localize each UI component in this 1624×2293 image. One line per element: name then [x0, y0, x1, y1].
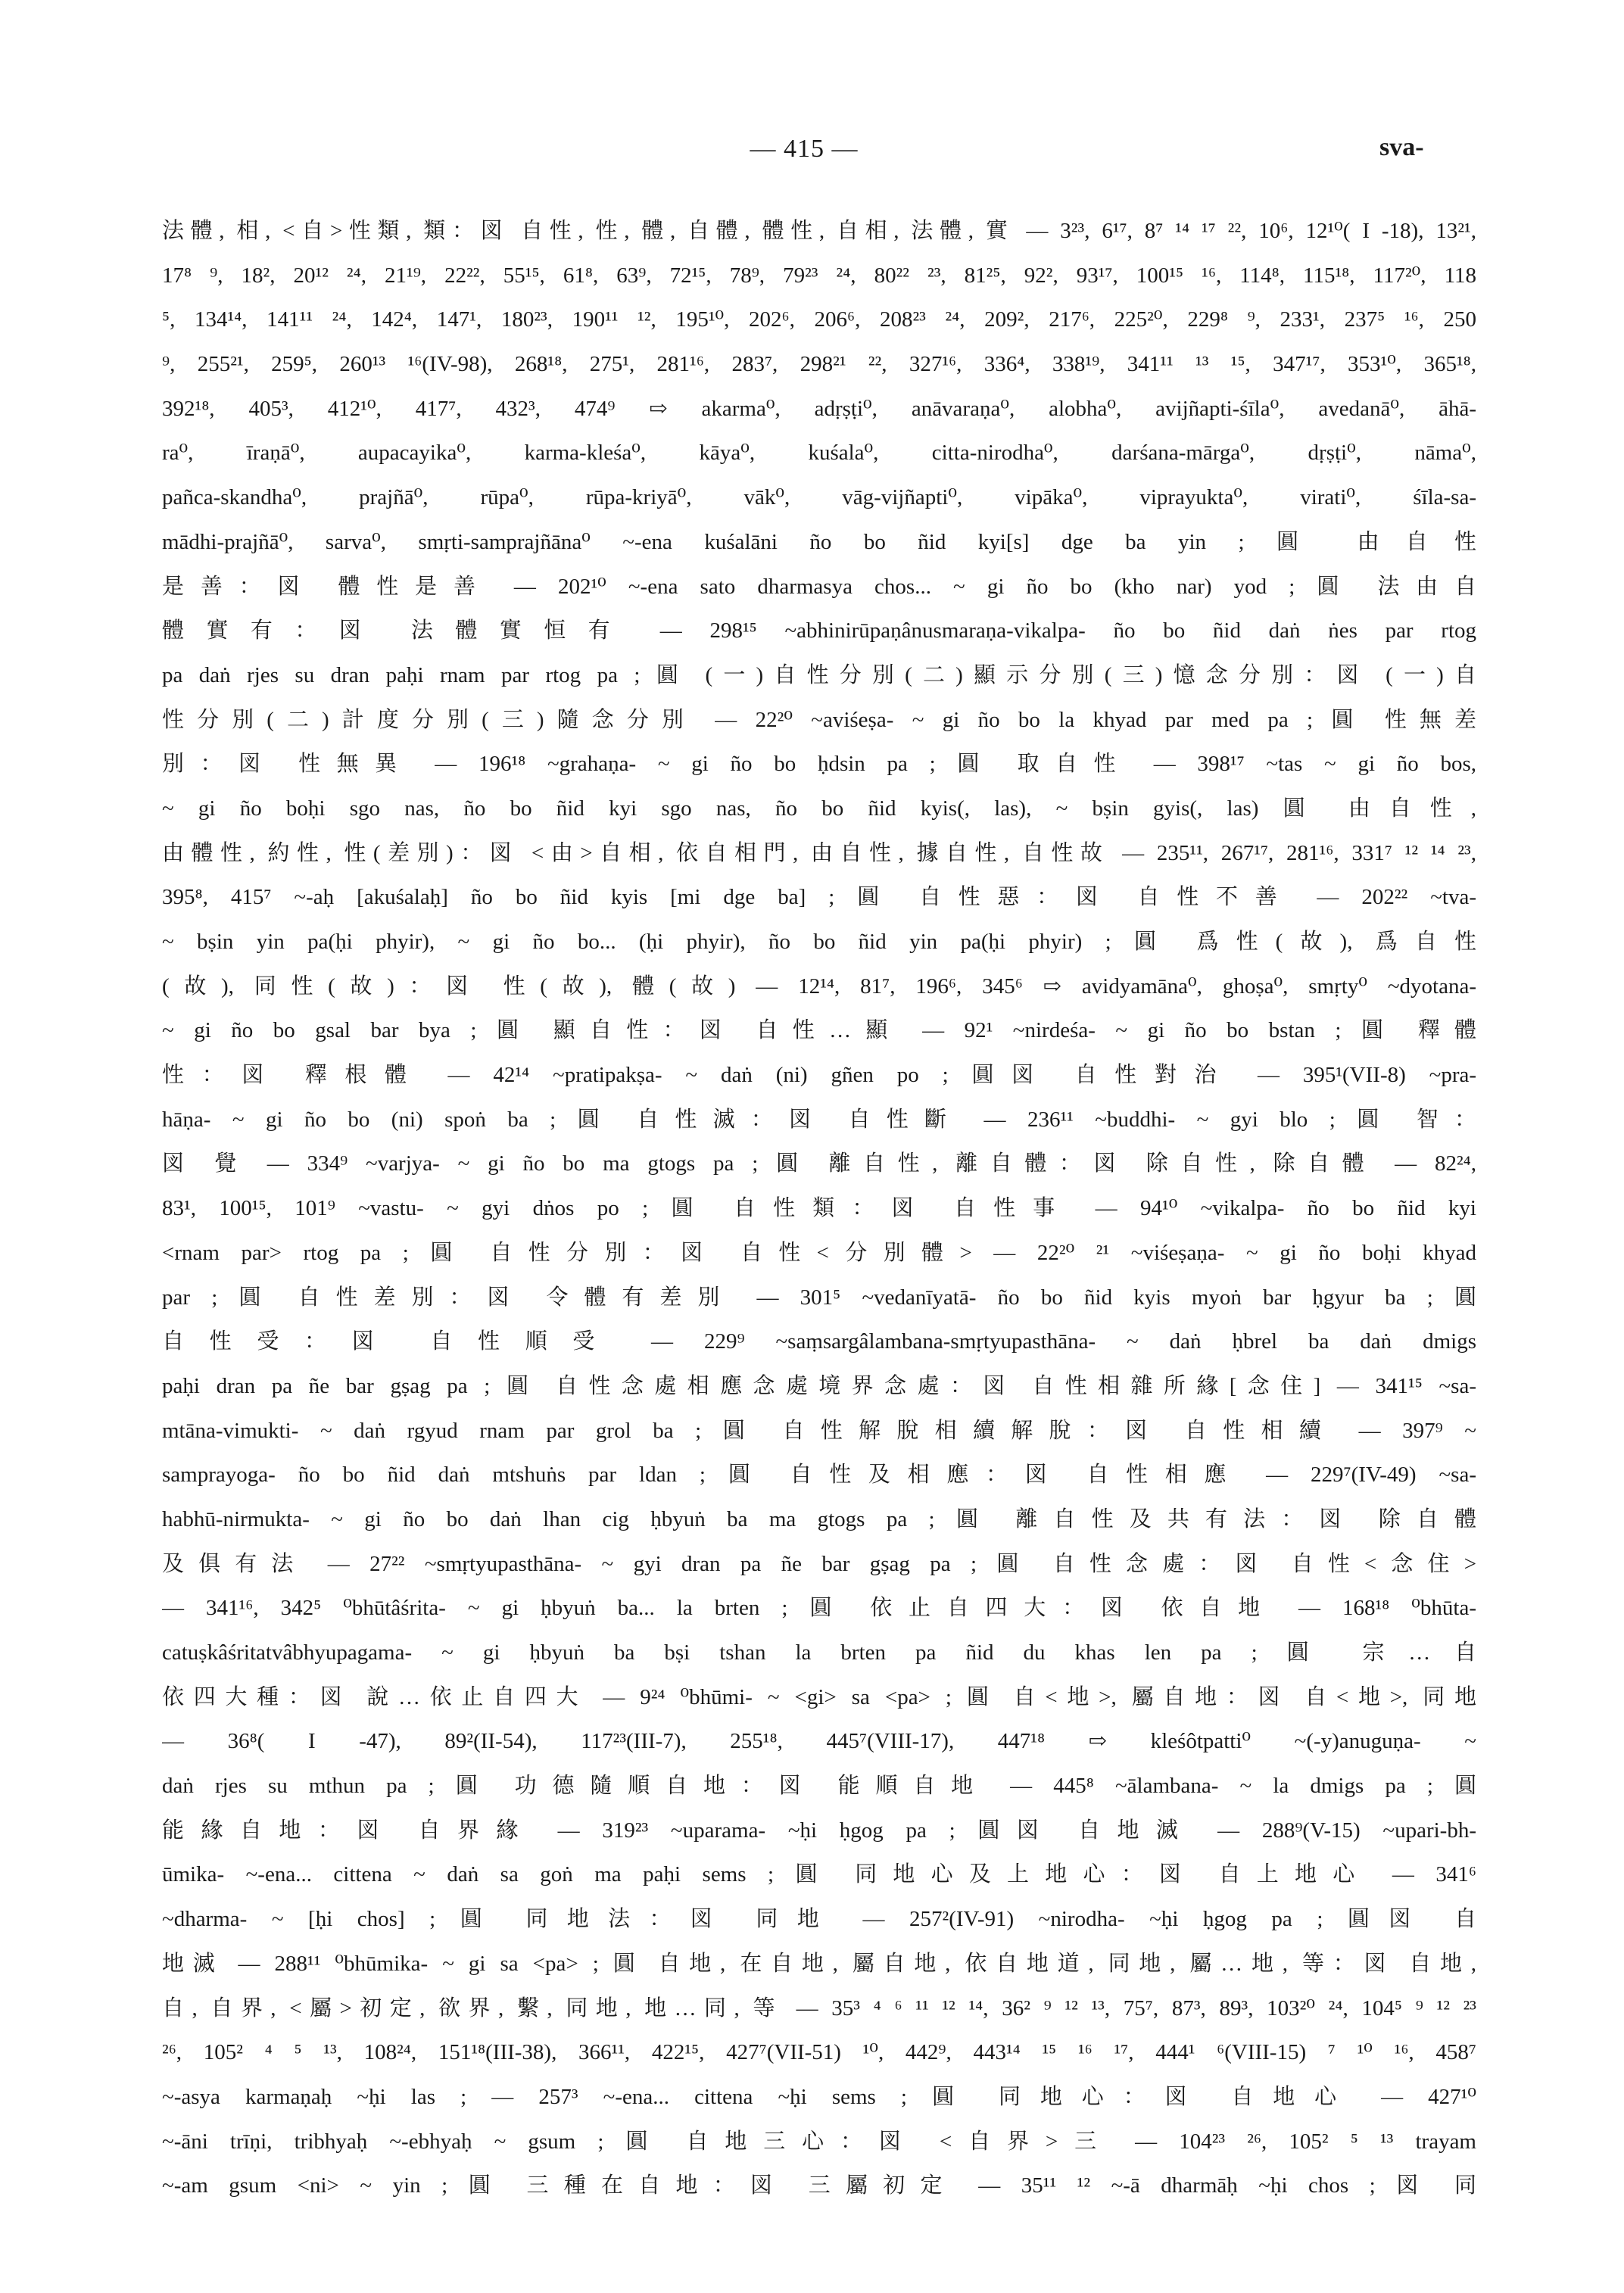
- entry-line: 能緣自地：図 自界緣 — 319²³ ~uparama- ~ḥi ḥgog pa ; 圓図 自地滅 — 288⁹(V-15) ~upari-bh-: [162, 1818, 1476, 1843]
- dictionary-entry-body: [162, 209, 1476, 2238]
- entry-line: pa daṅ rjes su dran paḥi rnam par rtog pa ; 圓 (一)自性分別(二)顯示分別(三)憶念分別：図 (一)自: [162, 662, 1476, 687]
- entry-line: 依四大種：図 說…依止自四大 — 9²⁴ ⁰bhūmi- ~ <gi> sa <pa> ; 圓 自<地>, 屬自地：図 自<地>, 同地: [162, 1684, 1476, 1709]
- entry-line: samprayoga- ño bo ñid daṅ mtshuṅs par ldan ; 圓 自性及相應：図 自性相應 — 229⁷(IV-49) ~sa-: [162, 1463, 1476, 1488]
- entry-line: hāṇa- ~ gi ño bo (ni) spoṅ ba ; 圓 自性滅：図 自性斷 — 236¹¹ ~buddhi- ~ gyi blo ; 圓 智：: [162, 1107, 1476, 1132]
- entry-line: 395⁸, 415⁷ ~-aḥ [akuśalaḥ] ño bo ñid kyis [mi dge ba] ; 圓 自性惡：図 自性不善 — 202²² ~tva-: [162, 885, 1476, 910]
- entry-line: pañca-skandha⁰, prajñā⁰, rūpa⁰, rūpa-kriyā⁰, vāk⁰, vāg-vijñapti⁰, vipāka⁰, viprayukta⁰, virati⁰, śīla-sa-: [162, 485, 1476, 510]
- entry-line: 地滅 — 288¹¹ ⁰bhūmika- ~ gi sa <pa> ; 圓 自地, 在自地, 屬自地, 依自地道, 同地, 屬…地, 等：図 自地,: [162, 1951, 1476, 1976]
- entry-line: ~-āni trīṇi, tribhyaḥ ~-ebhyaḥ ~ gsum ; 圓 自地三心：図 <自界>三 — 104²³ ²⁶, 105² ⁵ ¹³ trayam: [162, 2129, 1476, 2154]
- entry-line: 法體, 相, <自>性類, 類：図 自性, 性, 體, 自體, 體性, 自相, 法體, 實 — 3²³, 6¹⁷, 8⁷ ¹⁴ ¹⁷ ²², 10⁶, 12¹⁰( I -18), 13²¹,: [162, 219, 1476, 243]
- entry-line: 図 覺 — 334⁹ ~varjya- ~ gi ño bo ma gtogs pa ; 圓 離自性, 離自體：図 除自性, 除自體 — 82²⁴,: [162, 1151, 1476, 1176]
- entry-line: <rnam par> rtog pa ; 圓 自性分別：図 自性<分別體> — 22²⁰ ²¹ ~viśeṣaṇa- ~ gi ño boḥi khyad: [162, 1240, 1476, 1265]
- entry-line: ~-asya karmaṇaḥ ~ḥi las ; — 257³ ~-ena... cittena ~ḥi sems ; 圓 同地心：図 自地心 — 427¹⁰: [162, 2084, 1476, 2109]
- entry-line: 自性受：図 自性順受 — 229⁹ ~saṃsargâlambana-smṛtyupasthāna- ~ daṅ ḥbrel ba daṅ dmigs: [162, 1329, 1476, 1354]
- entry-line: ~-am gsum <ni> ~ yin ; 圓 三種在自地：図 三屬初定 — 35¹¹ ¹² ~-ā dharmāḥ ~ḥi chos ; 図 同: [162, 2173, 1476, 2198]
- entry-line: habhū-nirmukta- ~ gi ño bo daṅ lhan cig ḥbyuṅ ba ma gtogs pa ; 圓 離自性及共有法：図 除自體: [162, 1506, 1476, 1531]
- entry-line: ⁵, 134¹⁴, 141¹¹ ²⁴, 142⁴, 147¹, 180²³, 190¹¹ ¹², 195¹⁰, 202⁶, 206⁶, 208²³ ²⁴, 209², 217⁶, 225²⁰, 229⁸ ⁹, 233¹, 237⁵ ¹⁶, 250: [162, 307, 1476, 332]
- entry-line: 自, 自界, <屬>初定, 欲界, 繫, 同地, 地…同, 等 — 35³ ⁴ ⁶ ¹¹ ¹² ¹⁴, 36² ⁹ ¹² ¹³, 75⁷, 87³, 89³, 103²⁰ ²⁴, 104⁵ ⁹ ¹² ²³: [162, 1995, 1476, 2020]
- entry-line: ²⁶, 105² ⁴ ⁵ ¹³, 108²⁴, 151¹⁸(III-38), 366¹¹, 422¹⁵, 427⁷(VII-51) ¹⁰, 442⁹, 443¹⁴ ¹⁵ ¹⁶ ¹⁷, 444¹ ⁶(VIII-15) ⁷ ¹⁰ ¹⁶, 458⁷: [162, 2040, 1476, 2065]
- entry-line: 17⁸ ⁹, 18², 20¹² ²⁴, 21¹⁹, 22²², 55¹⁵, 61⁸, 63⁹, 72¹⁵, 78⁹, 79²³ ²⁴, 80²² ²³, 81²⁵, 92², 93¹⁷, 100¹⁵ ¹⁶, 114⁸, 115¹⁸, 117²⁰, 118: [162, 263, 1476, 288]
- entry-line: 是善：図 體性是善 — 202¹⁰ ~-ena sato dharmasya chos... ~ gi ño bo (kho nar) yod ; 圓 法由自: [162, 574, 1476, 599]
- entry-line: 體實有：図 法體實恒有 — 298¹⁵ ~abhinirūpaṇânusmaraṇa-vikalpa- ño bo ñid daṅ ṅes par rtog: [162, 618, 1476, 643]
- entry-line: paḥi dran pa ñe bar gṣag pa ; 圓 自性念處相應念處境界念處：図 自性相雜所緣[念住] — 341¹⁵ ~sa-: [162, 1373, 1476, 1398]
- entry-line: 性：図 釋根體 — 42¹⁴ ~pratipakṣa- ~ daṅ (ni) gñen po ; 圓図 自性對治 — 395¹(VII-8) ~pra-: [162, 1063, 1476, 1088]
- entry-line: ⁹, 255²¹, 259⁵, 260¹³ ¹⁶(IV-98), 268¹⁸, 275¹, 281¹⁶, 283⁷, 298²¹ ²², 327¹⁶, 336⁴, 338¹⁹, 341¹¹ ¹³ ¹⁵, 347¹⁷, 353¹⁰, 365¹⁸,: [162, 352, 1476, 377]
- entry-line: par ; 圓 自性差別：図 令體有差別 — 301⁵ ~vedanīyatā- ño bo ñid kyis myoṅ bar ḥgyur ba ; 圓: [162, 1285, 1476, 1310]
- entry-line: 及俱有法 — 27²² ~smṛtyupasthāna- ~ gyi dran pa ñe bar gṣag pa ; 圓 自性念處：図 自性<念住>: [162, 1551, 1476, 1576]
- entry-line: ~ gi ño boḥi sgo nas, ño bo ñid kyi sgo nas, ño bo ñid kyis(, las), ~ bṣin gyis(, las) 圓 由自性,: [162, 796, 1476, 821]
- entry-line: ūmika- ~-ena... cittena ~ daṅ sa goṅ ma paḥi sems ; 圓 同地心及上地心：図 自上地心 — 341⁶: [162, 1862, 1476, 1887]
- entry-line: ~ gi ño bo gsal bar bya ; 圓 顯自性：図 自性…顯 — 92¹ ~nirdeśa- ~ gi ño bo bstan ; 圓 釋體: [162, 1018, 1476, 1043]
- entry-line: 392¹⁸, 405³, 412¹⁰, 417⁷, 432³, 474⁹ ⇨ akarma⁰, adṛṣṭi⁰, anāvaraṇa⁰, alobha⁰, avijñapti-śīla⁰, avedanā⁰, āhā-: [162, 396, 1476, 421]
- entry-line: — 341¹⁶, 342⁵ ⁰bhūtâśrita- ~ gi ḥbyuṅ ba... la brten ; 圓 依止自四大：図 依自地 — 168¹⁸ ⁰bhūta-: [162, 1596, 1476, 1621]
- entry-line: 由體性, 約性, 性(差別)：図 <由>自相, 依自相門, 由自性, 據自性, 自性故 — 235¹¹, 267¹⁷, 281¹⁶, 331⁷ ¹² ¹⁴ ²³,: [162, 840, 1476, 865]
- guide-word: sva-: [1379, 133, 1424, 161]
- entry-line: daṅ rjes su mthun pa ; 圓 功德隨順自地：図 能順自地 — 445⁸ ~ālambana- ~ la dmigs pa ; 圓: [162, 1774, 1476, 1799]
- entry-line: ~dharma- ~ [ḥi chos] ; 圓 同地法：図 同地 — 257²(IV-91) ~nirodha- ~ḥi ḥgog pa ; 圓図 自: [162, 1907, 1476, 1932]
- entry-line: — 36⁸( I -47), 89²(II-54), 117²³(III-7), 255¹⁸, 445⁷(VIII-17), 447¹⁸ ⇨ kleśôtpatti⁰ ~(-y)anuguṇa- ~: [162, 1729, 1476, 1754]
- entry-line: (故), 同性(故)：図 性(故), 體(故) — 12¹⁴, 81⁷, 196⁶, 345⁶ ⇨ avidyamāna⁰, ghoṣa⁰, smṛty⁰ ~dyotana-: [162, 974, 1476, 999]
- entry-line: 別：図 性無異 — 196¹⁸ ~grahaṇa- ~ gi ño bo ḥdsin pa ; 圓 取自性 — 398¹⁷ ~tas ~ gi ño bos,: [162, 752, 1476, 777]
- entry-line: mādhi-prajñā⁰, sarva⁰, smṛti-samprajñāna⁰ ~-ena kuśalāni ño bo ñid kyi[s] dge ba yin ; 圓 由自性: [162, 529, 1476, 554]
- entry-line: 性分別(二)計度分別(三)隨念分別 — 22²⁰ ~aviśeṣa- ~ gi ño bo la khyad par med pa ; 圓 性無差: [162, 707, 1476, 732]
- entry-line: ra⁰, īraṇā⁰, aupacayika⁰, karma-kleśa⁰, kāya⁰, kuśala⁰, citta-nirodha⁰, darśana-mārga⁰, dṛṣṭi⁰, nāma⁰,: [162, 441, 1476, 466]
- entry-line: mtāna-vimukti- ~ daṅ rgyud rnam par grol ba ; 圓 自性解脫相續解脫：図 自性相續 — 397⁹ ~: [162, 1418, 1476, 1443]
- page-number: — 415 —: [750, 135, 859, 163]
- entry-line: catuṣkâśritatvâbhyupagama- ~ gi ḥbyuṅ ba bṣi tshan la brten pa ñid du khas len pa ; 圓 宗…自: [162, 1640, 1476, 1665]
- entry-line: 83¹, 100¹⁵, 101⁹ ~vastu- ~ gyi dṅos po ; 圓 自性類：図 自性事 — 94¹⁰ ~vikalpa- ño bo ñid kyi: [162, 1196, 1476, 1221]
- entry-line: ~ bṣin yin pa(ḥi phyir), ~ gi ño bo... (ḥi phyir), ño bo ñid yin pa(ḥi phyir) ; 圓 爲性(故), 爲自性: [162, 930, 1476, 954]
